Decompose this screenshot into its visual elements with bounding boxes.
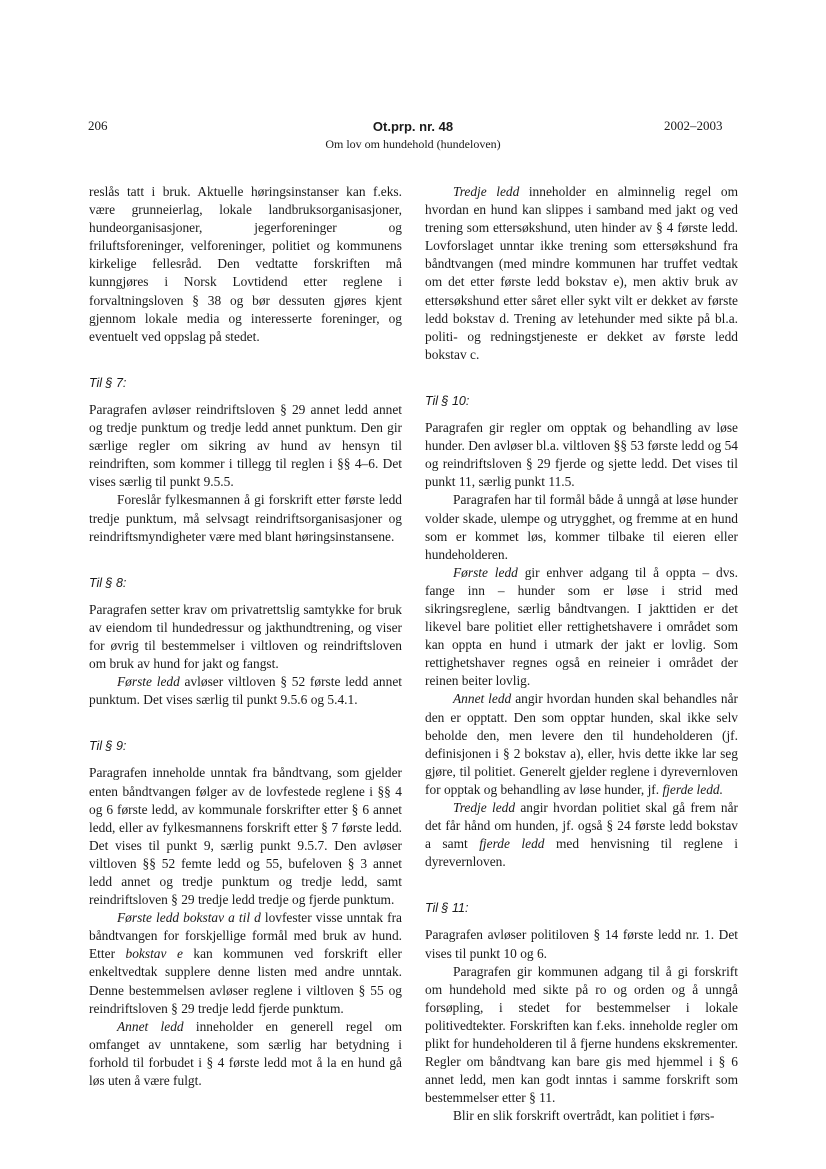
section-heading-8: Til § 8: <box>89 575 127 590</box>
paragraph: Paragrafen inneholde unntak fra båndtvang, som gjelder enten båndtvangen følger av de lovfestede reglene i §§ 4 og 6 første ledd, av kommunale forskrifter etter § 6 annet ledd, eller av fylkesmannens forskrift etter § 7 første ledd. Det vises til punkt 9, særlig punkt 9.5.7. Den avløser viltloven §§ 52 femte ledd og 55, bufeloven § 3 annet ledd annet og tredje punktum og tredje ledd, samt reindriftsloven § 29 tredje ledd tredje og fjerde punktum. <box>89 765 402 908</box>
text-run: angir hvordan hunden skal behandles når den er opptatt. Den som opptar hunden, skal ikke selv beholde den, men levere den til hundeholderen (jf. definisjonen i § 2 bokstav a), eller, hvis dette ikke lar seg gjøre, til politiet. Generelt gjelder reglene i dyrevernloven for opptak og behandling av løse hunder, jf. <box>425 691 738 797</box>
paragraph: Blir en slik forskrift overtrådt, kan politiet i førs- <box>453 1108 715 1124</box>
page-number: 206 <box>88 118 108 133</box>
italic-term: fjerde ledd. <box>662 781 723 797</box>
italic-term: Annet ledd <box>453 691 512 707</box>
paragraph: Paragrafen gir kommunen adgang til å gi forskrift om hundehold med sikte på ro og orden og å unngå forsøpling, i stedet for bestemmelser i lokale politivedtekter. Forskriften kan f.eks. inneholde regler om plikt for hundeholderen til å fjerne hundens ekskrementer. Regler om båndtvang kan bare gis med hjemmel i § 6 annet ledd, men kan godt inntas i samme forskrift som bestemmelser etter § 11. <box>425 963 738 1106</box>
italic-term: Første ledd bokstav a til d <box>117 910 261 926</box>
text-run: lovfester visse unntak fra båndtvangen for forskjellige formål med bruk av hund. Etter <box>89 910 402 962</box>
paragraph <box>425 183 738 364</box>
text-run: angir hvordan politiet skal gå frem når det får hånd om hunden, jf. også § 24 første ledd bokstav a samt <box>425 800 738 852</box>
paragraph: Foreslår fylkesmannen å gi forskrift etter første ledd tredje punktum, må selvsagt reindriftsorganisasjoner og reindriftsmyndigheter være med blant høringsinstansene. <box>89 492 402 544</box>
italic-term: Tredje ledd <box>453 184 520 199</box>
section-heading-7: Til § 7: <box>89 375 127 390</box>
section-heading-10: Til § 10: <box>425 393 470 408</box>
paragraph <box>89 1018 402 1090</box>
document-year: 2002–2003 <box>664 118 723 133</box>
section-heading-9: Til § 9: <box>89 739 127 754</box>
text-run: inneholder en generell regel om omfanget av unntakene, som særlig har betydning i forhold til forbudet i § 4 første ledd mot å la en hund gå løs uten å være fulgt. <box>89 1018 402 1089</box>
paragraph: Paragrafen avløser reindriftsloven § 29 annet ledd annet og tredje punktum og tredje ledd annet punktum. Den gir særlige regler om sikring av hund av hensyn til reindriften, som kommer i tillegg til reglen i §§ 4–6. Det vises særlig til punkt 9.5.5. <box>89 401 402 490</box>
italic-term: Første ledd <box>453 564 518 580</box>
text-run: inneholder en alminnelig regel om hvordan en hund kan slippes i samband med jakt og ved trening som ettersøkshund, uten hinder av § 4 første ledd. Lovforslaget unntar ikke trening som ettersøkshund fra båndtvangen (med mindre kommunen har truffet vedtak om det etter første ledd bokstav e), men aktiv bruk av ettersøkshund etter såret eller sykt vilt er dekket av første ledd bokstav d. Trening av letehunder med sikte på bl.a. politi- og redningstjeneste er dekket av første ledd bokstav c. <box>425 184 738 362</box>
paragraph: Paragrafen har til formål både å unngå at løse hunder volder skade, ulempe og utrygghet, og fremme at en hund som er kommet løs, kommer tilbake til eieren eller hundeholderen. <box>425 492 738 562</box>
italic-term: bokstav e <box>125 946 183 962</box>
paragraph <box>425 564 738 691</box>
paragraph <box>89 673 402 709</box>
right-column <box>425 183 738 1126</box>
italic-term: Tredje ledd <box>453 800 516 815</box>
text-run: gir enhver adgang til å oppta – dvs. fange inn – hunder som er løse i strid med sikringsreglene, særlig båndtvangen. I jakttiden er det likevel bare politiet eller rettighetshavere i området som kan oppta en hund i utmark der jakt er lovlig. Som rettighetshaver regnes også en reineier i området der reinen beiter lovlig. <box>425 564 738 689</box>
section-heading-11: Til § 11: <box>425 901 469 916</box>
text-run: med henvisning til reglene i dyrevernloven. <box>425 836 738 870</box>
paragraph: reslås tatt i bruk. Aktuelle høringsinstanser kan f.eks. være grunneierlag, lokale landbruksorganisasjoner, hundeorganisasjoner, jegerforeninger og friluftsforeninger, velforeninger, politiet og kommunens kirkelige fellesråd. Den vedtatte forskriften må kunngjøres i Norsk Lovtidend etter reglene i forvaltningsloven § 38 og bør dessuten gjøres kjent gjennom lokale media og interesserte foreninger, og eventuelt ved oppslag på stedet. <box>89 184 402 344</box>
text-run: kan kommunen ved forskrift eller enkeltvedtak supplere denne listen med andre unntak. Denne bestemmelsen avløser reglene i viltloven § 55 og reindriftsloven § 29 tredje ledd fjerde punktum. <box>89 946 402 1016</box>
left-column <box>89 183 402 1090</box>
paragraph: Paragrafen setter krav om privatrettslig samtykke for bruk av eiendom til hundedressur og jakthundtrening, og viser for øvrig til bestemmelser i viltloven og reindriftsloven om bruk av hund for jakt og fangst. <box>89 601 402 672</box>
document-subtitle: Om lov om hundehold (hundeloven) <box>325 137 501 151</box>
paragraph <box>425 690 738 799</box>
italic-term: Første ledd <box>117 674 180 690</box>
italic-term: fjerde ledd <box>479 836 545 852</box>
document-title: Ot.prp. nr. 48 <box>372 119 454 134</box>
text-run: avløser viltloven § 52 første ledd annet punktum. Det vises særlig til punkt 9.5.6 og 5.4.1. <box>89 674 402 708</box>
italic-term: Annet ledd <box>117 1018 184 1034</box>
paragraph: Paragrafen avløser politiloven § 14 første ledd nr. 1. Det vises til punkt 10 og 6. <box>425 927 738 961</box>
paragraph: Paragrafen gir regler om opptak og behandling av løse hunder. Den avløser bl.a. viltloven §§ 53 første ledd og 54 og reindriftsloven § 29 fjerde og sjette ledd. Det vises til punkt 11, særlig punkt 11.5. <box>425 420 738 490</box>
paragraph <box>89 909 402 1018</box>
paragraph <box>425 799 738 871</box>
